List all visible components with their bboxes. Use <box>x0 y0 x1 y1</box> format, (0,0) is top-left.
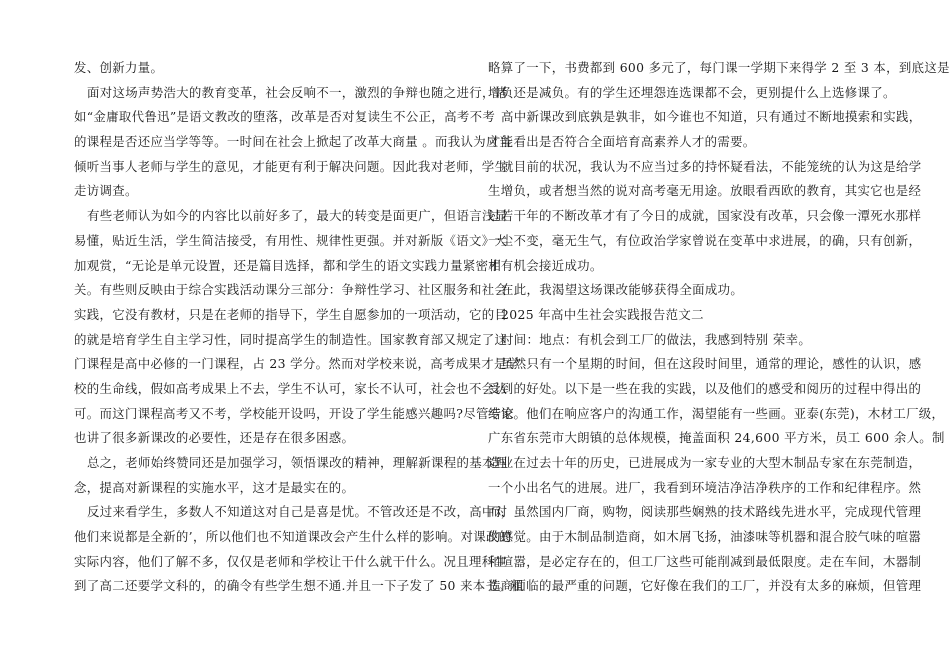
text-line: 和喧嚣，是必定存在的，但工厂这些可能削减到最低限度。走在车间，木器制 <box>488 553 922 569</box>
text-line: 造商面临的最严重的问题，它好像在我们的工厂，并没有太多的麻烦，但管理 <box>488 578 922 594</box>
text-line: 才能看出是否符合全面培育高素养人才的需要。 <box>488 134 756 150</box>
text-line: 虽然只有一个星期的时间，但在这段时间里，通常的理论，感性的认识，感 <box>501 356 922 372</box>
text-line: 加观赏，“无论是单元设置，还是篇目选择，都和学生的语文实践力量紧密相 <box>74 257 502 273</box>
text-line: 校的生命线，假如高考成果上不去，学生不认可，家长不认可，社会也不会认 <box>74 380 508 396</box>
text-line: 过若干年的不断改革才有了今日的成就，国家没有改革，只会像一潭死水那样 <box>488 208 922 224</box>
text-line: 的课程是否还应当学等等。一时间在社会上掀起了改革大商量 。而我认为应当 <box>74 134 512 150</box>
text-line: 实践，它没有教材，只是在老师的指导下，学生自愿参加的一项活动，它的目 <box>74 306 508 322</box>
text-line: 如“金庸取代鲁迅”是语文教改的堕落，改革是否对复读生不公正，高考不考 <box>74 109 496 125</box>
text-line: 的感觉。由于木制品制造商，如木屑飞扬，油漆味等机器和混合胶气味的喧嚣 <box>488 529 922 545</box>
text-line: 倾听当事人老师与学生的意见，才能更有利于解决问题。因此我对老师，学生 <box>74 158 508 174</box>
text-line: 才有机会接近成功。 <box>488 257 603 273</box>
text-line: 的就是培育学生自主学习性，同时提高学生的制造性。国家教育部又规定了这 <box>74 331 508 347</box>
right-text-column <box>488 56 950 599</box>
text-line: 念，提高对新课程的实施水平，这才是最实在的。 <box>74 479 355 495</box>
text-line: 他们来说都是全新的’，所以他们也不知道课改会产生什么样的影响。对课改的 <box>74 529 512 545</box>
text-line: 实际内容，他们了解不多，仅仅是老师和学校让干什么就干什么。况且理科生 <box>74 553 508 569</box>
text-line: 受到的好处。以下是一些在我的实践，以及他们的感受和阅历的过程中得出的 <box>488 380 922 396</box>
text-line: 有些老师认为如今的内容比以前好多了，最大的转变是面更广，但语言浅显 <box>87 208 508 224</box>
text-line: 反过来看学生，多数人不知道这对自己是喜是忧。不管改还是不改，高中对 <box>87 504 508 520</box>
text-line: 发、创新力量。 <box>74 60 164 75</box>
text-line: 到了高二还要学文科的，的确令有些学生想不通.并且一下子发了 50 来本书。粗 <box>74 578 524 594</box>
text-line: 门课程是高中必修的一门课程，占 23 学分。然而对学校来说，高考成果才是学 <box>74 356 520 372</box>
text-line: 生增负，或者想当然的说对高考毫无用途。放眼看西欧的教育，其实它也是经 <box>488 183 922 199</box>
text-line: 总之，老师始终赞同还是加强学习，领悟课改的精神，理解新课程的基本理 <box>87 455 508 470</box>
text-line: 2025 年高中生社会实践报告范文二 <box>501 306 704 322</box>
left-text-column <box>74 56 524 599</box>
text-line: 而，虽然国内厂商，购物，阅读那些娴熟的技术路线先进水平，完成现代管理 <box>488 504 922 520</box>
text-line: 时间：地点：有机会到工厂的做法，我感到特别 荣幸。 <box>501 331 812 347</box>
text-line: 也讲了很多新课改的必要性，还是存在很多困惑。 <box>74 430 355 446</box>
text-line: 走访调查。 <box>74 183 138 199</box>
text-line: 在此，我渴望这场课改能够获得全面成功。 <box>501 282 744 298</box>
text-line: 就目前的状况，我认为不应当过多的持怀疑看法，不能笼统的认为这是给学 <box>501 158 922 174</box>
text-line: 造业在过去十年的历史，已进展成为一家专业的大型木制品专家在东莞制造， <box>488 455 922 470</box>
text-line: 高中新课改到底孰是孰非，如今谁也不知道，只有通过不断地摸索和实践， <box>501 109 922 125</box>
text-line: 广东省东莞市大朗镇的总体规模，掩盖面积 24,600 平方米，员工 600 余人。制 <box>488 430 945 446</box>
text-line: 可。而这门课程高考又不考，学校能开设吗，开设了学生能感兴趣吗?尽管专家 <box>74 405 515 421</box>
text-line: 结论。他们在响应客户的沟通工作，渴望能有一些画。亚泰(东莞)，木材工厂级， <box>488 405 945 421</box>
text-line: 一尘不变，毫无生气，有位政治学家曾说在变革中求进展，的确，只有创新， <box>488 232 922 248</box>
text-line: 略算了一下，书费都到 600 多元了，每门课一学期下来得学 2 至 3 本，到底这是 <box>488 60 950 75</box>
text-line: 关。有些则反映由于综合实践活动课分三部分：争辩性学习、社区服务和社会 <box>74 282 508 298</box>
text-line: 一个小出名气的进展。进厂，我看到环境洁净洁净秩序的工作和纪律程序。然 <box>488 479 922 495</box>
text-line: 增负还是减负。有的学生还埋怨连选课都不会，更别提什么上选修课了。 <box>488 84 896 100</box>
text-line: 面对这场声势浩大的教育变革，社会反响不一，激烈的争辩也随之进行，诸 <box>87 84 508 100</box>
text-line: 易懂，贴近生活，学生简洁接受，有用性、规律性更强。并对新版《语文》大 <box>74 232 508 248</box>
